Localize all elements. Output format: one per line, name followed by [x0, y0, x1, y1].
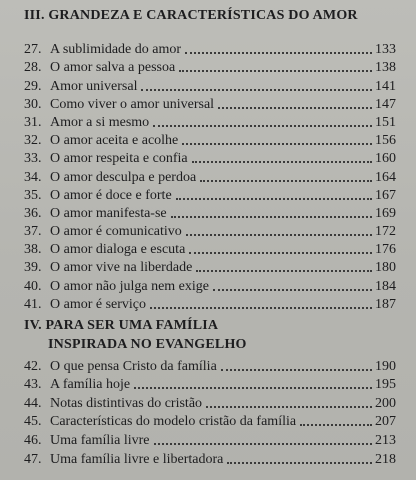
toc-entry — [24, 375, 396, 394]
entry-number: 46. — [24, 432, 42, 448]
entry-title: O amor dialoga e escuta — [50, 242, 186, 258]
entry-number: 28. — [24, 60, 42, 76]
entry-page: 133 — [375, 42, 396, 58]
entry-title: O amor é doce e forte — [50, 187, 172, 203]
entry-title: O amor é comunicativo — [50, 224, 182, 240]
entry-number: 41. — [24, 296, 42, 312]
entry-title: O amor não julga nem exige — [50, 278, 210, 294]
dot-leader — [171, 215, 372, 218]
dot-leader — [179, 69, 372, 72]
entry-title: Amor a si mesmo — [50, 114, 150, 130]
toc-entry — [24, 430, 396, 449]
toc-list-section-iii — [24, 40, 396, 313]
entry-title: Uma família livre — [50, 432, 150, 448]
entry-page: 151 — [375, 114, 396, 130]
entry-number: 42. — [24, 358, 42, 374]
entry-number: 33. — [24, 151, 42, 167]
entry-page: 141 — [375, 78, 396, 94]
entry-page: 164 — [375, 169, 396, 185]
entry-number: 43. — [24, 377, 42, 393]
dot-leader — [206, 405, 372, 408]
toc-entry — [24, 40, 396, 58]
toc-entry — [24, 276, 396, 294]
dot-leader — [189, 251, 372, 254]
toc-entry — [24, 113, 396, 131]
toc-entry — [24, 149, 396, 167]
toc-list-section-iv — [24, 356, 396, 468]
entry-title: O amor respeita e confia — [50, 151, 188, 167]
entry-title: O amor vive na liberdade — [50, 260, 193, 276]
entry-title: O amor aceita e acolhe — [50, 133, 179, 149]
entry-number: 29. — [24, 78, 42, 94]
entry-page: 218 — [375, 451, 396, 467]
entry-page: 156 — [375, 133, 396, 149]
entry-number: 36. — [24, 205, 42, 221]
entry-title: O amor salva a pessoa — [50, 60, 176, 76]
entry-number: 35. — [24, 187, 42, 203]
entry-number: 34. — [24, 169, 42, 185]
toc-entry — [24, 449, 396, 468]
toc-entry — [24, 131, 396, 149]
entry-page: 176 — [375, 242, 396, 258]
toc-entry — [24, 204, 396, 222]
toc-entry — [24, 167, 396, 185]
toc-entry — [24, 76, 396, 94]
toc-entry — [24, 393, 396, 412]
entry-number: 38. — [24, 242, 42, 258]
entry-page: 147 — [375, 96, 396, 112]
entry-title: A família hoje — [50, 377, 131, 393]
dot-leader — [213, 288, 372, 291]
toc-entry — [24, 186, 396, 204]
entry-page: 160 — [375, 151, 396, 167]
dot-leader — [153, 124, 372, 127]
entry-number: 47. — [24, 451, 42, 467]
entry-number: 44. — [24, 395, 42, 411]
toc-entry — [24, 258, 396, 276]
dot-leader — [218, 106, 372, 109]
entry-title: O amor é serviço — [50, 296, 147, 312]
dot-leader — [176, 197, 372, 200]
entry-page: 213 — [375, 432, 396, 448]
dot-leader — [134, 386, 372, 389]
entry-title: Notas distintivas do cristão — [50, 395, 203, 411]
entry-page: 200 — [375, 395, 396, 411]
dot-leader — [182, 142, 372, 145]
entry-number: 37. — [24, 224, 42, 240]
section-title-iii: III. GRANDEZA E CARACTERÍSTICAS DO AMOR — [24, 8, 358, 23]
dot-leader — [300, 423, 372, 426]
entry-page: 172 — [375, 224, 396, 240]
entry-number: 30. — [24, 96, 42, 112]
dot-leader — [141, 88, 372, 91]
entry-title: O amor manifesta-se — [50, 205, 167, 221]
entry-page: 180 — [375, 260, 396, 276]
entry-title: Uma família livre e libertadora — [50, 451, 224, 467]
dot-leader — [221, 368, 372, 371]
dot-leader — [186, 233, 372, 236]
entry-title: Características do modelo cristão da família — [50, 414, 297, 430]
entry-page: 184 — [375, 278, 396, 294]
entry-title: O que pensa Cristo da família — [50, 358, 217, 374]
entry-page: 187 — [375, 296, 396, 312]
section-title-iv-line2: INSPIRADA NO EVANGELHO — [48, 337, 247, 352]
section-title-iv-line1: IV. PARA SER UMA FAMÍLIA — [24, 318, 219, 333]
entry-page: 169 — [375, 205, 396, 221]
dot-leader — [192, 160, 372, 163]
dot-leader — [227, 461, 372, 464]
toc-entry — [24, 240, 396, 258]
entry-number: 45. — [24, 414, 42, 430]
dot-leader — [154, 442, 372, 445]
entry-number: 39. — [24, 260, 42, 276]
entry-number: 31. — [24, 114, 42, 130]
dot-leader — [196, 269, 372, 272]
toc-entry — [24, 295, 396, 313]
entry-page: 195 — [375, 377, 396, 393]
entry-page: 138 — [375, 60, 396, 76]
toc-entry — [24, 356, 396, 375]
entry-number: 32. — [24, 133, 42, 149]
toc-entry — [24, 58, 396, 76]
toc-entry — [24, 222, 396, 240]
toc-entry — [24, 412, 396, 431]
entry-number: 40. — [24, 278, 42, 294]
section-title-iv — [24, 316, 247, 354]
dot-leader — [185, 51, 372, 54]
entry-title: O amor desculpa e perdoa — [50, 169, 197, 185]
entry-title: Amor universal — [50, 78, 138, 94]
toc-entry — [24, 95, 396, 113]
entry-page: 167 — [375, 187, 396, 203]
dot-leader — [200, 179, 372, 182]
entry-page: 207 — [375, 414, 396, 430]
entry-title: Como viver o amor universal — [50, 96, 215, 112]
entry-page: 190 — [375, 358, 396, 374]
dot-leader — [150, 306, 372, 309]
entry-title: A sublimidade do amor — [50, 42, 182, 58]
entry-number: 27. — [24, 42, 42, 58]
